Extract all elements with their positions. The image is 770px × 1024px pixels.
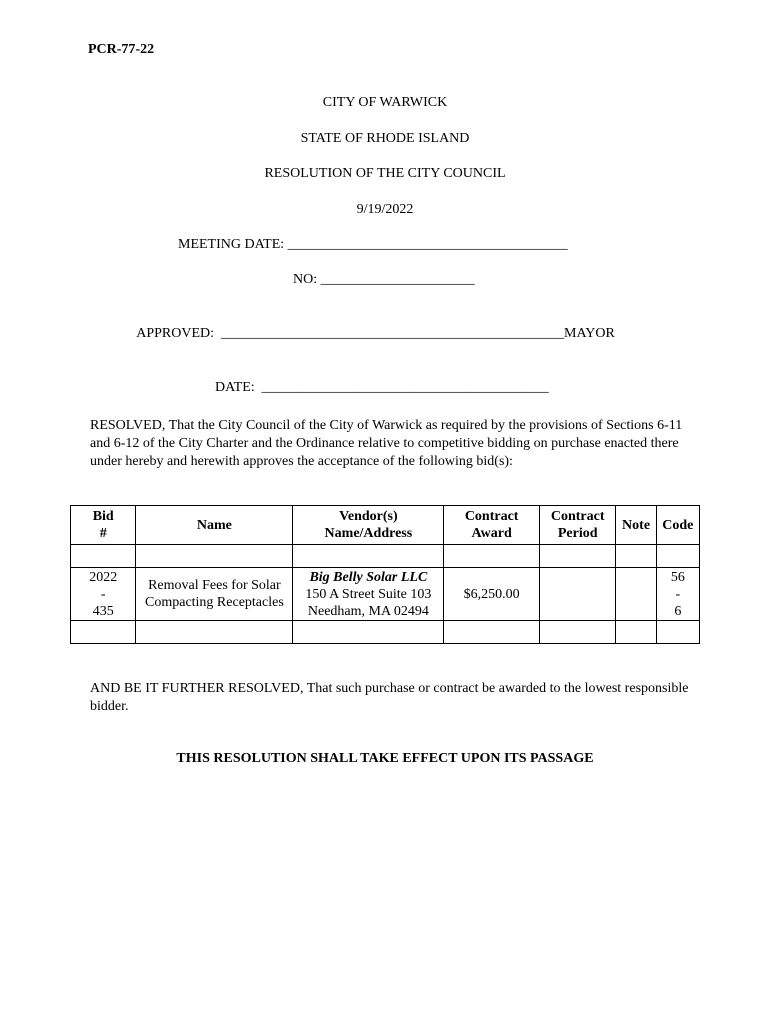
- col-header-period: Contract Period: [539, 506, 615, 545]
- state-heading: STATE OF RHODE ISLAND: [300, 131, 470, 146]
- meeting-date-label: MEETING DATE:: [178, 237, 285, 252]
- approved-blank: _________________________________________________: [214, 326, 565, 341]
- table-row-empty: [71, 621, 700, 644]
- table-row-empty: [71, 545, 700, 568]
- meeting-date-field: [171, 221, 568, 253]
- code-cell: 56 - 6: [656, 568, 699, 621]
- table-row: [71, 568, 700, 621]
- date-field: [208, 364, 549, 396]
- award-cell: $6,250.00: [444, 568, 540, 621]
- vendor-cell: Big Belly Solar LLC 150 A Street Suite 103 Needham, MA 02494: [293, 568, 444, 621]
- meeting-date-blank: ________________________________________: [284, 237, 568, 252]
- mayor-label: MAYOR: [564, 326, 615, 341]
- number-blank: ______________________: [317, 272, 475, 287]
- bid-name-cell: Removal Fees for Solar Compacting Receptacles: [136, 568, 293, 621]
- number-field: [286, 256, 475, 288]
- effect-statement: THIS RESOLUTION SHALL TAKE EFFECT UPON ITS PASSAGE: [176, 751, 594, 766]
- note-cell: [616, 568, 656, 621]
- col-header-note: Note: [616, 506, 656, 545]
- approved-label: APPROVED:: [136, 326, 215, 341]
- bid-number-cell: 2022 - 435: [71, 568, 136, 621]
- date-label: DATE:: [215, 380, 255, 395]
- resolution-date: 9/19/2022: [356, 202, 414, 217]
- number-label: NO:: [293, 272, 318, 287]
- table-header-row: [71, 506, 700, 545]
- approved-field: [130, 310, 615, 342]
- col-header-award: Contract Award: [444, 506, 540, 545]
- resolution-heading: RESOLUTION OF THE CITY COUNCIL: [264, 166, 506, 181]
- period-cell: [539, 568, 615, 621]
- date-blank: _________________________________________: [254, 380, 549, 395]
- col-header-code: Code: [656, 506, 699, 545]
- document-id: PCR-77-22: [88, 42, 155, 57]
- city-heading: CITY OF WARWICK: [322, 95, 448, 110]
- vendor-name: Big Belly Solar LLC: [309, 569, 428, 585]
- bid-table: [70, 505, 700, 644]
- col-header-vendor: Vendor(s) Name/Address: [293, 506, 444, 545]
- col-header-name: Name: [136, 506, 293, 545]
- resolved-paragraph: RESOLVED, That the City Council of the City of Warwick as required by the provisions of Sections 6-11 and 6-12 of the City Charter and the Ordinance relative to competitive bidding on purchase enacted there under hereby and herewith approves the acceptance of the following bid(s):: [90, 418, 683, 469]
- col-header-bid: Bid #: [71, 506, 136, 545]
- further-resolved-paragraph: AND BE IT FURTHER RESOLVED, That such purchase or contract be awarded to the lowest responsible bidder.: [90, 681, 689, 714]
